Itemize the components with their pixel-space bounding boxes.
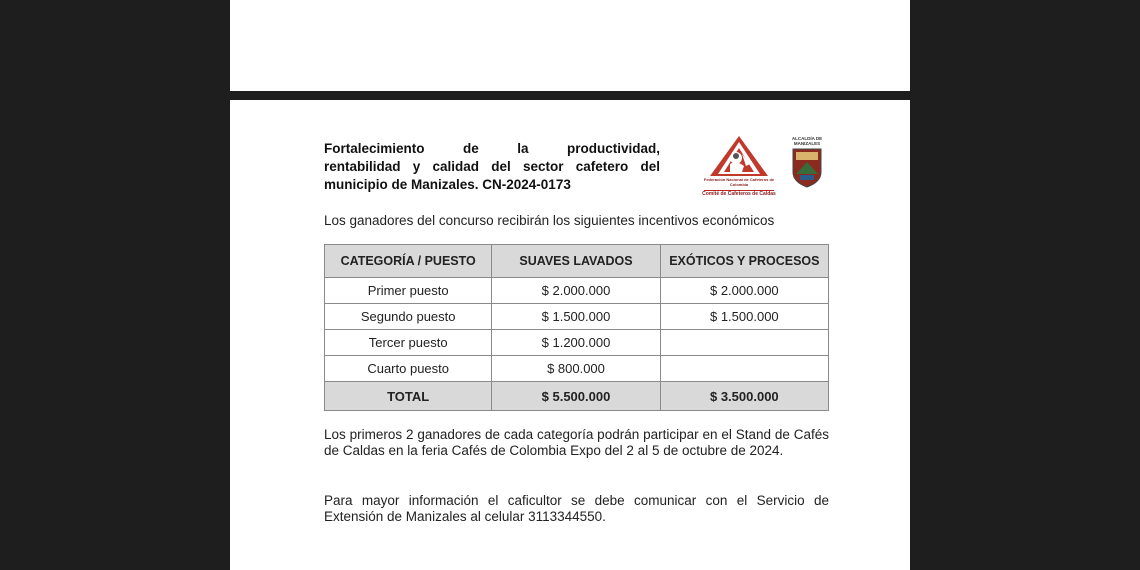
previous-page [230, 0, 910, 91]
fnc-comite-text: Comité de Cafeteros de Caldas [702, 191, 776, 197]
table-row [325, 278, 829, 304]
mountain-logo-icon [700, 134, 778, 178]
table-header-row [325, 245, 829, 278]
header-category: CATEGORÍA / PUESTO [325, 245, 492, 278]
alcaldia-logo [790, 136, 824, 190]
title-line-2: rentabilidad y calidad del sector cafetero del [324, 159, 660, 174]
federacion-cafeteros-logo [700, 134, 778, 206]
intro-text: Los ganadores del concurso recibirán los siguientes incentivos económicos [324, 213, 775, 228]
cell-suaves: $ 1.200.000 [492, 330, 660, 356]
header-suaves-lavados: SUAVES LAVADOS [492, 245, 660, 278]
total-label: TOTAL [325, 382, 492, 411]
paragraph-stand: Los primeros 2 ganadores de cada categoría podrán participar en el Stand de Cafés de Caldas en la feria Cafés de Colombia Expo del 2 al 5 de octubre de 2024. [324, 427, 829, 458]
title-line-3: municipio de Manizales. CN-2024-0173 [324, 177, 571, 192]
cell-category: Tercer puesto [325, 330, 492, 356]
cell-exoticos: $ 1.500.000 [660, 304, 828, 330]
paragraph-contact: Para mayor información el caficultor se debe comunicar con el Servicio de Extensión de Manizales al celular 3113344550. [324, 493, 829, 524]
table-row [325, 330, 829, 356]
cell-suaves: $ 1.500.000 [492, 304, 660, 330]
title-line-1: Fortalecimiento de la productividad, [324, 141, 660, 156]
cell-category: Segundo puesto [325, 304, 492, 330]
prizes-table [324, 244, 829, 411]
shield-icon [792, 148, 822, 188]
cell-exoticos: $ 2.000.000 [660, 278, 828, 304]
fnc-name-text: Federación Nacional de Cafeteros de Colombia [703, 177, 775, 187]
document-title [324, 140, 660, 194]
document-page [230, 100, 910, 570]
cell-category: Primer puesto [325, 278, 492, 304]
cell-suaves: $ 800.000 [492, 356, 660, 382]
cell-exoticos [660, 356, 828, 382]
cell-category: Cuarto puesto [325, 356, 492, 382]
table-row [325, 304, 829, 330]
total-exoticos: $ 3.500.000 [660, 382, 828, 411]
logos [700, 134, 830, 208]
header-exoticos-procesos: EXÓTICOS Y PROCESOS [660, 245, 828, 278]
cell-suaves: $ 2.000.000 [492, 278, 660, 304]
cell-exoticos [660, 330, 828, 356]
table-total-row [325, 382, 829, 411]
table-row [325, 356, 829, 382]
total-suaves: $ 5.500.000 [492, 382, 660, 411]
alcaldia-name-text: ALCALDÍA DE MANIZALES [791, 136, 823, 146]
